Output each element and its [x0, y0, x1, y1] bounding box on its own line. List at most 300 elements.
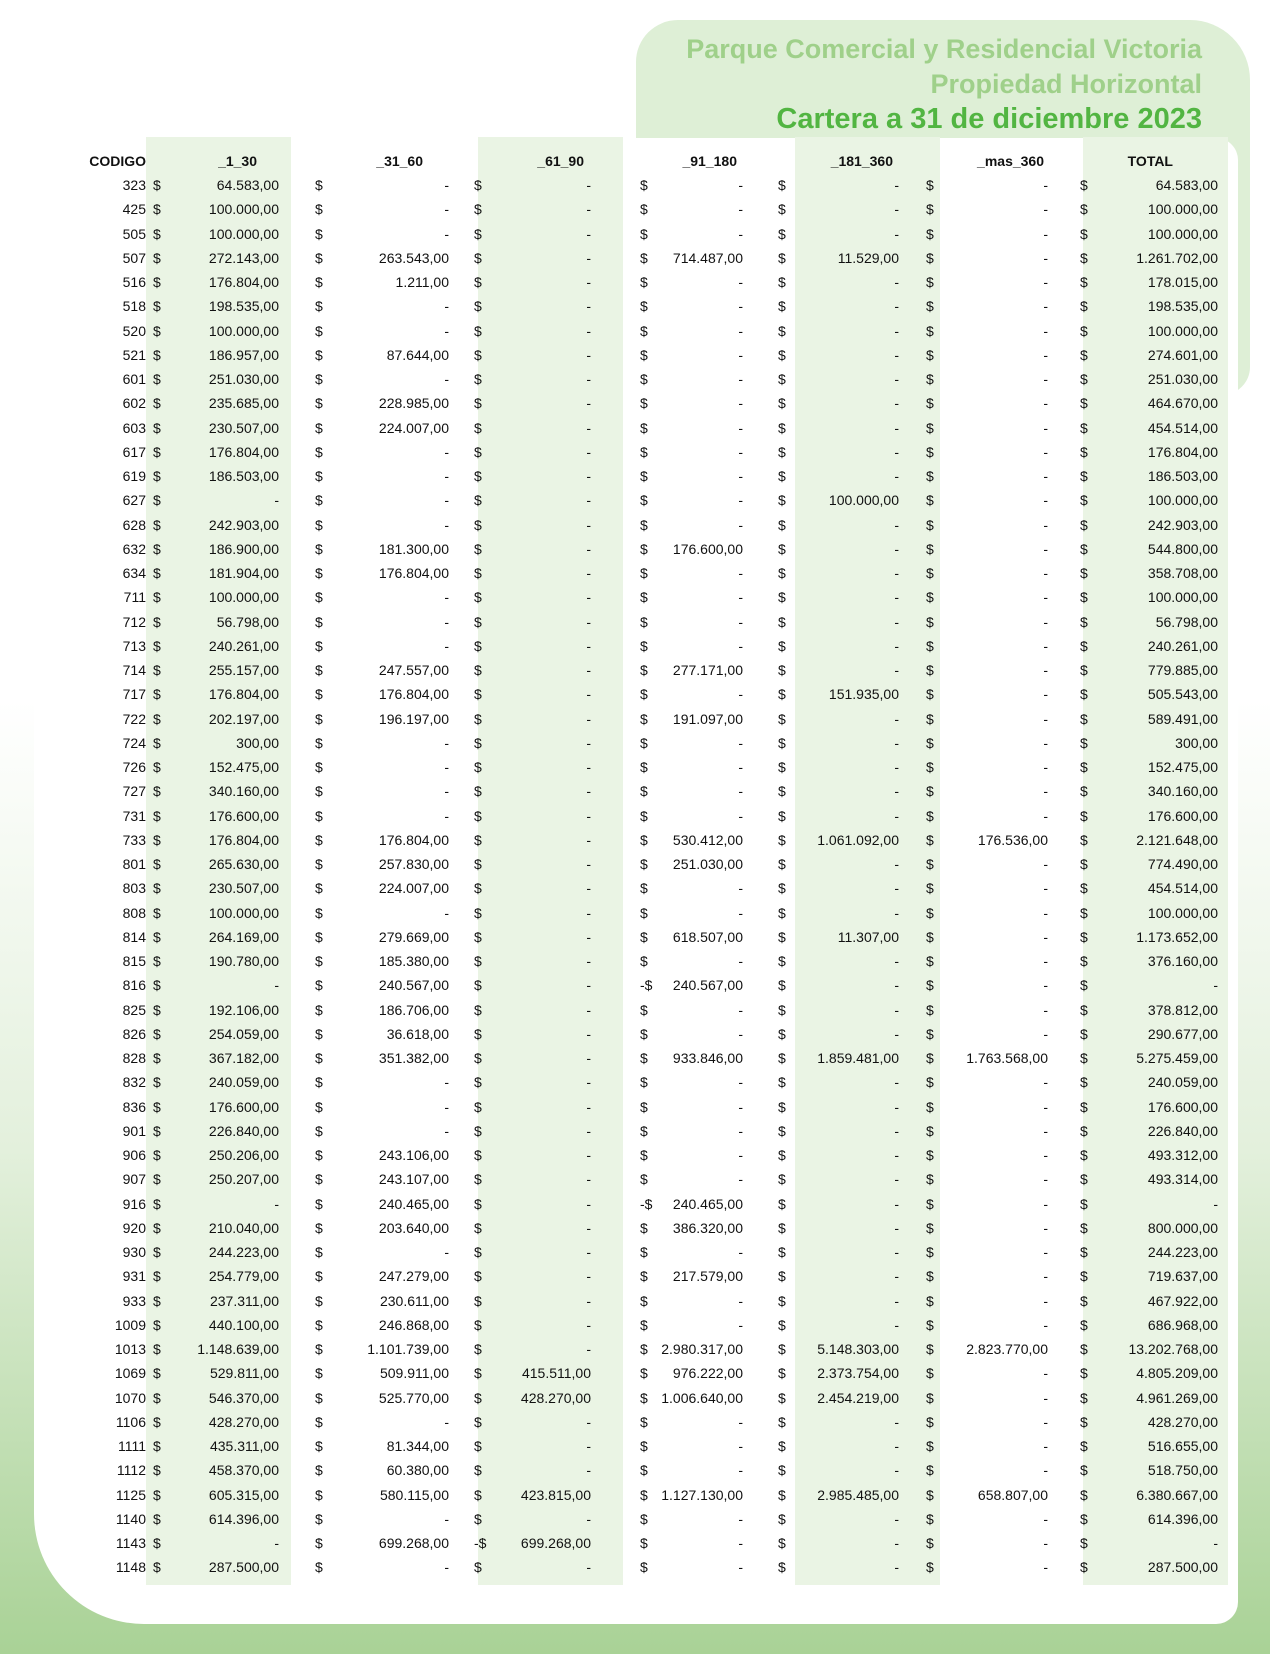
table-row	[0, 1167, 1230, 1191]
cell-1-30	[146, 1483, 291, 1507]
cell-mas-360	[913, 416, 1060, 440]
cell-codigo: 619	[122, 468, 146, 485]
amount-value: 176.804,00	[208, 686, 279, 703]
amount-value: -	[894, 977, 899, 994]
cell-31-60	[291, 1070, 461, 1094]
cell-total	[1060, 1095, 1230, 1119]
currency-symbol: $	[778, 1074, 786, 1091]
amount-value: -	[894, 322, 899, 339]
amount-value: -	[444, 904, 449, 921]
cell-1-30	[146, 901, 291, 925]
cell-181-360	[765, 537, 913, 561]
amount-value: -	[894, 274, 899, 290]
table-row	[0, 1095, 1230, 1119]
table-row	[0, 1022, 1230, 1046]
cell-1-30	[146, 998, 291, 1022]
cell-31-60	[291, 1216, 461, 1240]
currency-symbol: $	[1080, 807, 1088, 824]
table-row	[0, 925, 1230, 949]
cell-61-90	[461, 1458, 613, 1482]
currency-symbol: $	[778, 880, 786, 897]
amount-value: -	[586, 1438, 591, 1454]
cell-61-90	[461, 488, 613, 512]
cell-1-30	[146, 634, 291, 658]
amount-value: 230.611,00	[379, 1292, 449, 1309]
currency-symbol: $	[315, 1292, 323, 1309]
currency-symbol: $	[153, 1389, 161, 1406]
amount-value: 230.507,00	[208, 419, 279, 436]
cell-31-60	[291, 1143, 461, 1167]
table-row	[0, 537, 1230, 561]
currency-symbol: $	[1080, 1413, 1088, 1430]
currency-symbol: $	[315, 1389, 323, 1406]
cell-codigo: 425	[122, 201, 146, 218]
amount-value: -	[894, 1535, 899, 1551]
table-row	[0, 876, 1230, 900]
cell-181-360	[765, 1555, 913, 1579]
currency-symbol: $	[778, 371, 786, 387]
currency-symbol: $	[315, 1510, 323, 1527]
currency-symbol: $	[315, 298, 323, 315]
amount-value: -	[738, 201, 743, 218]
cell-181-360	[765, 1264, 913, 1288]
amount-value: 714.487,00	[672, 249, 743, 266]
currency-symbol: $	[153, 977, 161, 994]
currency-symbol: $	[926, 1341, 934, 1357]
amount-value: 274.601,00	[1147, 346, 1218, 363]
amount-value: -	[586, 274, 591, 290]
currency-symbol: $	[474, 734, 482, 751]
column-header-total: TOTAL	[1127, 153, 1173, 169]
currency-symbol: $	[474, 274, 482, 290]
currency-symbol: $	[1080, 710, 1088, 727]
amount-value: -	[1043, 1438, 1048, 1454]
cell-31-60	[291, 1264, 461, 1288]
currency-symbol: $	[1080, 977, 1088, 994]
cell-31-60	[291, 488, 461, 512]
currency-symbol: $	[640, 856, 648, 872]
cell-181-360	[765, 488, 913, 512]
amount-value: -	[586, 395, 591, 412]
amount-value: -	[586, 977, 591, 994]
cell-31-60	[291, 1458, 461, 1482]
cell-91-180	[613, 804, 765, 828]
currency-symbol: $	[474, 662, 482, 678]
cell-31-60	[291, 367, 461, 391]
amount-value: -	[738, 443, 743, 460]
cell-mas-360	[913, 1119, 1060, 1143]
table-row	[0, 246, 1230, 270]
cell-31-60	[291, 610, 461, 634]
amount-value: 516.655,00	[1147, 1438, 1218, 1454]
currency-symbol: $	[474, 1486, 482, 1503]
currency-symbol: $	[1080, 953, 1088, 969]
cell-91-180	[613, 1458, 765, 1482]
amount-value: -	[586, 443, 591, 460]
cell-total	[1060, 1264, 1230, 1288]
cell-31-60	[291, 561, 461, 585]
cell-61-90	[461, 561, 613, 585]
cell-181-360	[765, 391, 913, 415]
amount-value: 464.670,00	[1147, 395, 1218, 412]
currency-symbol: $	[640, 734, 648, 751]
amount-value: 176.600,00	[1147, 1098, 1218, 1115]
cell-61-90	[461, 270, 613, 294]
amount-value: -	[1043, 928, 1048, 945]
cell-91-180	[613, 1555, 765, 1579]
cell-31-60	[291, 1046, 461, 1070]
amount-value: 493.314,00	[1147, 1171, 1218, 1188]
table-row	[0, 682, 1230, 706]
amount-value: 264.169,00	[208, 928, 279, 945]
currency-symbol: $	[315, 1365, 323, 1382]
cell-codigo: 733	[122, 831, 146, 848]
currency-symbol: $	[315, 1098, 323, 1115]
currency-symbol: $	[153, 589, 161, 606]
amount-value: 658.807,00	[977, 1486, 1048, 1503]
amount-value: 287.500,00	[1147, 1559, 1218, 1576]
table-row	[0, 901, 1230, 925]
cell-1-30	[146, 1386, 291, 1410]
amount-value: 4.961.269,00	[1136, 1389, 1218, 1406]
amount-value: -	[1043, 540, 1048, 557]
cell-181-360	[765, 222, 913, 246]
currency-symbol: $	[778, 710, 786, 727]
currency-symbol: $	[778, 1050, 786, 1066]
cell-total	[1060, 222, 1230, 246]
cell-61-90	[461, 1264, 613, 1288]
cell-61-90	[461, 731, 613, 755]
cell-61-90	[461, 1531, 613, 1555]
currency-symbol: $	[153, 1074, 161, 1091]
amount-value: -	[444, 492, 449, 509]
cell-total	[1060, 367, 1230, 391]
table-row	[0, 440, 1230, 464]
table-row	[0, 513, 1230, 537]
currency-symbol: $	[474, 613, 482, 630]
amount-value: -	[274, 492, 279, 509]
amount-value: -	[586, 1050, 591, 1066]
cell-31-60	[291, 755, 461, 779]
currency-symbol: $	[640, 201, 648, 218]
currency-symbol: $	[474, 298, 482, 315]
currency-symbol: $	[474, 371, 482, 387]
currency-symbol: $	[1080, 225, 1088, 242]
cell-181-360	[765, 998, 913, 1022]
cell-mas-360	[913, 1167, 1060, 1191]
amount-value: -	[738, 516, 743, 533]
cell-181-360	[765, 1410, 913, 1434]
currency-symbol: $	[153, 395, 161, 412]
cell-1-30	[146, 707, 291, 731]
table-row	[0, 585, 1230, 609]
currency-symbol: $	[315, 734, 323, 751]
amount-value: -	[1043, 1098, 1048, 1115]
amount-value: 251.030,00	[1147, 371, 1218, 387]
currency-symbol: $	[153, 1001, 161, 1018]
cell-mas-360	[913, 440, 1060, 464]
currency-symbol: $	[315, 540, 323, 557]
currency-symbol: $	[153, 322, 161, 339]
cell-1-30	[146, 755, 291, 779]
cell-mas-360	[913, 731, 1060, 755]
currency-symbol: $	[926, 419, 934, 436]
cell-181-360	[765, 804, 913, 828]
cell-61-90	[461, 391, 613, 415]
amount-value: -	[444, 1559, 449, 1576]
amount-value: 186.900,00	[208, 540, 279, 557]
column-header-1-30: _1_30	[218, 153, 257, 169]
currency-symbol: $	[153, 1147, 161, 1163]
currency-symbol: $	[153, 1559, 161, 1576]
cell-codigo: 801	[122, 856, 146, 873]
cell-codigo: 507	[122, 249, 146, 266]
cell-total	[1060, 1386, 1230, 1410]
cell-total	[1060, 1313, 1230, 1337]
amount-value: -	[738, 1316, 743, 1333]
cell-mas-360	[913, 1313, 1060, 1337]
amount-value: -	[586, 322, 591, 339]
cell-181-360	[765, 343, 913, 367]
table-row	[0, 1458, 1230, 1482]
cell-181-360	[765, 852, 913, 876]
cell-91-180	[613, 1361, 765, 1385]
amount-value: 240.261,00	[1147, 637, 1218, 654]
cell-181-360	[765, 1434, 913, 1458]
cell-total	[1060, 610, 1230, 634]
amount-value: -	[586, 565, 591, 581]
amount-value: -	[894, 904, 899, 921]
currency-symbol: $	[1080, 395, 1088, 412]
table-row	[0, 828, 1230, 852]
cell-31-60	[291, 634, 461, 658]
amount-value: -	[738, 1413, 743, 1430]
currency-symbol: $	[778, 734, 786, 751]
currency-symbol: $	[153, 953, 161, 969]
currency-symbol: $	[474, 225, 482, 242]
cell-1-30	[146, 173, 291, 197]
currency-symbol: $	[926, 589, 934, 606]
cell-31-60	[291, 828, 461, 852]
amount-value: 202.197,00	[208, 710, 279, 727]
currency-symbol: $	[926, 468, 934, 484]
cell-total	[1060, 1483, 1230, 1507]
amount-value: -	[586, 686, 591, 703]
currency-symbol: $	[1080, 1535, 1088, 1551]
cell-codigo: 1125	[115, 1486, 146, 1503]
cell-codigo: 1070	[114, 1389, 146, 1406]
cell-mas-360	[913, 1289, 1060, 1313]
currency-symbol: $	[474, 710, 482, 727]
currency-symbol: $	[778, 904, 786, 921]
amount-value: -	[444, 1510, 449, 1527]
amount-value: -	[1043, 953, 1048, 969]
cell-total	[1060, 1361, 1230, 1385]
cell-mas-360	[913, 804, 1060, 828]
amount-value: -	[1043, 1171, 1048, 1188]
cell-61-90	[461, 1143, 613, 1167]
currency-symbol: $	[1080, 1001, 1088, 1018]
amount-value: 176.804,00	[378, 686, 449, 703]
cell-1-30	[146, 1022, 291, 1046]
amount-value: 458.370,00	[208, 1462, 279, 1479]
currency-symbol: $	[926, 1413, 934, 1430]
amount-value: -	[1043, 1147, 1048, 1163]
amount-value: -	[894, 516, 899, 533]
currency-symbol: $	[926, 1244, 934, 1260]
table-row	[0, 1070, 1230, 1094]
cell-61-90	[461, 973, 613, 997]
amount-value: 2.454.219,00	[817, 1389, 899, 1406]
amount-value: -	[1043, 904, 1048, 921]
amount-value: -	[894, 1195, 899, 1212]
cell-181-360	[765, 197, 913, 221]
currency-symbol: $	[1080, 759, 1088, 775]
amount-value: 454.514,00	[1147, 880, 1218, 897]
currency-symbol: $	[778, 1341, 786, 1357]
currency-symbol: $	[926, 201, 934, 218]
cell-181-360	[765, 1046, 913, 1070]
amount-value: -	[444, 613, 449, 630]
amount-value: -	[444, 759, 449, 775]
table-row	[0, 1313, 1230, 1337]
cell-31-60	[291, 852, 461, 876]
cell-31-60	[291, 1410, 461, 1434]
amount-value: 699.268,00	[520, 1535, 591, 1551]
currency-symbol: $	[153, 249, 161, 266]
cell-1-30	[146, 925, 291, 949]
cell-181-360	[765, 464, 913, 488]
amount-value: 152.475,00	[208, 759, 279, 775]
cell-181-360	[765, 707, 913, 731]
cell-91-180	[613, 440, 765, 464]
currency-symbol: $	[153, 1268, 161, 1285]
currency-symbol: $	[315, 1147, 323, 1163]
currency-symbol: $	[778, 662, 786, 678]
currency-symbol: $	[315, 953, 323, 969]
currency-symbol: $	[640, 395, 648, 412]
amount-value: 277.171,00	[672, 662, 743, 678]
cell-91-180	[613, 537, 765, 561]
cell-codigo: 836	[122, 1098, 146, 1115]
currency-symbol: $	[778, 613, 786, 630]
currency-symbol: $	[1080, 589, 1088, 606]
cell-181-360	[765, 1289, 913, 1313]
currency-symbol: $	[153, 1438, 161, 1454]
cell-31-60	[291, 779, 461, 803]
cell-codigo: 1140	[115, 1510, 146, 1527]
currency-symbol: $	[153, 1171, 161, 1188]
cell-mas-360	[913, 1240, 1060, 1264]
currency-symbol: $	[1080, 783, 1088, 800]
cell-codigo: 627	[122, 492, 146, 509]
currency-symbol: $	[474, 1025, 482, 1042]
amount-value: -	[1043, 1122, 1048, 1139]
cell-31-60	[291, 197, 461, 221]
currency-symbol: $	[778, 1122, 786, 1139]
currency-symbol: $	[640, 346, 648, 363]
amount-value: 250.206,00	[208, 1147, 279, 1163]
cell-91-180	[613, 1022, 765, 1046]
cell-91-180	[613, 513, 765, 537]
cell-61-90	[461, 319, 613, 343]
cell-total	[1060, 901, 1230, 925]
cell-61-90	[461, 1483, 613, 1507]
amount-value: 428.270,00	[208, 1413, 279, 1430]
currency-symbol: $	[640, 443, 648, 460]
currency-symbol: $	[315, 1074, 323, 1091]
cell-1-30	[146, 804, 291, 828]
cell-codigo: 711	[123, 589, 146, 606]
amount-value: 800.000,00	[1147, 1219, 1218, 1236]
currency-symbol: $	[315, 1171, 323, 1188]
currency-symbol: $	[778, 1195, 786, 1212]
amount-value: 428.270,00	[1147, 1413, 1218, 1430]
amount-value: -	[738, 322, 743, 339]
amount-value: 2.985.485,00	[817, 1486, 899, 1503]
cell-61-90	[461, 1555, 613, 1579]
amount-value: 2.980.317,00	[661, 1341, 743, 1357]
currency-symbol: $	[778, 443, 786, 460]
amount-value: -	[738, 419, 743, 436]
amount-value: -	[1043, 710, 1048, 727]
cell-codigo: 602	[122, 395, 146, 412]
amount-value: -	[894, 1074, 899, 1091]
cell-mas-360	[913, 585, 1060, 609]
currency-symbol: $	[153, 1098, 161, 1115]
currency-symbol: $	[778, 419, 786, 436]
amount-value: -	[1043, 225, 1048, 242]
cell-31-60	[291, 222, 461, 246]
currency-symbol: $	[640, 1341, 648, 1357]
currency-symbol: $	[474, 540, 482, 557]
cell-1-30	[146, 488, 291, 512]
cell-1-30	[146, 1289, 291, 1313]
currency-symbol: $	[1080, 1244, 1088, 1260]
table-row	[0, 1531, 1230, 1555]
currency-symbol: $	[640, 880, 648, 897]
cell-total	[1060, 1046, 1230, 1070]
amount-value: -	[1043, 1268, 1048, 1285]
cell-total	[1060, 973, 1230, 997]
amount-value: 580.115,00	[379, 1486, 449, 1503]
amount-value: -	[1043, 1535, 1048, 1551]
table-row	[0, 1264, 1230, 1288]
currency-symbol: $	[640, 371, 648, 387]
cell-mas-360	[913, 1386, 1060, 1410]
currency-symbol: $	[315, 1244, 323, 1260]
currency-symbol: $	[778, 1365, 786, 1382]
currency-symbol: $	[315, 201, 323, 218]
currency-symbol: $	[926, 734, 934, 751]
cell-total	[1060, 1240, 1230, 1264]
amount-value: 100.000,00	[1147, 492, 1218, 509]
cell-31-60	[291, 173, 461, 197]
amount-value: -	[1043, 1462, 1048, 1479]
currency-symbol: $	[926, 322, 934, 339]
cell-mas-360	[913, 1555, 1060, 1579]
cell-61-90	[461, 1192, 613, 1216]
cell-61-90	[461, 222, 613, 246]
currency-symbol: $	[315, 1268, 323, 1285]
cell-61-90	[461, 440, 613, 464]
amount-value: 251.030,00	[672, 856, 743, 872]
cell-181-360	[765, 246, 913, 270]
currency-symbol: $	[315, 1122, 323, 1139]
currency-symbol: $	[153, 1341, 161, 1357]
cell-codigo: 603	[122, 419, 146, 436]
cell-91-180	[613, 270, 765, 294]
